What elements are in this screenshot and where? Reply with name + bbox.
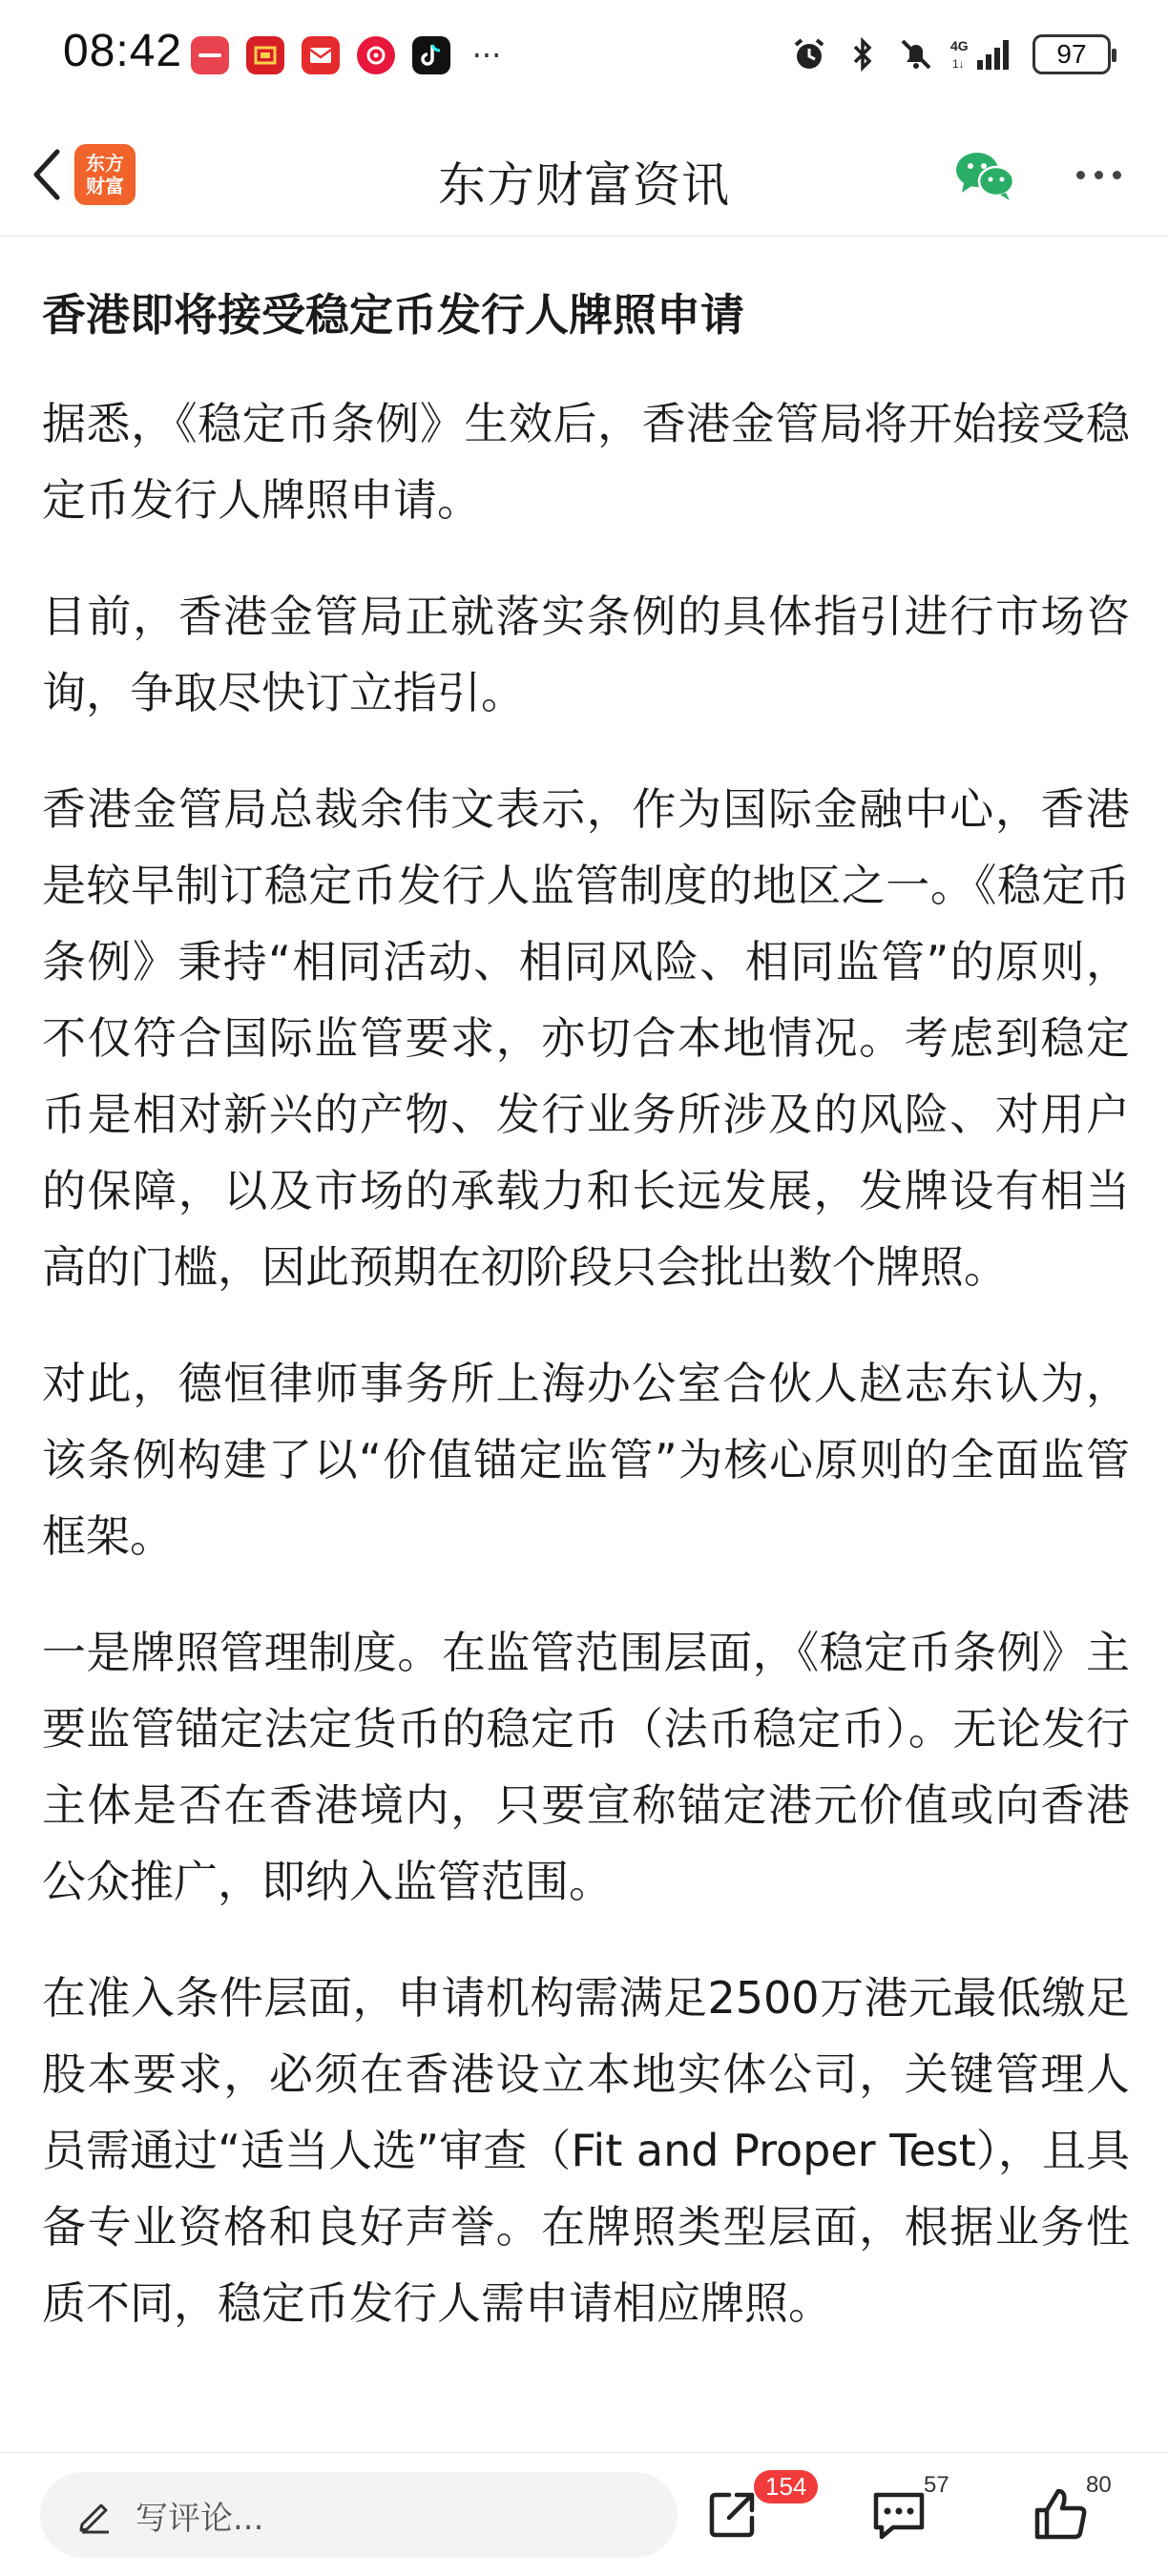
share-count-badge: 154	[754, 2470, 818, 2503]
article-content	[42, 237, 1130, 2452]
huawei-app-icon	[191, 36, 229, 74]
page-title: 东方财富资讯	[438, 157, 730, 213]
share-icon	[704, 2485, 761, 2543]
mail-notification-icon	[302, 36, 340, 74]
system-icons	[790, 34, 1111, 74]
article-paragraph: 据悉，《稳定币条例》生效后，香港金管局将开始接受稳定币发行人牌照申请。	[42, 398, 1130, 526]
bottom-action-bar	[0, 2452, 1168, 2576]
wechat-share-button[interactable]	[954, 149, 1015, 202]
nav-bar	[0, 113, 1168, 237]
article-paragraph: 在准入条件层面，申请机构需满足2500万港元最低缴足股本要求，必须在香港设立本地实体公司，关键管理人员需通过“适当人选”审查（Fit and Proper Test），且具备专业资格和良好声誉。在牌照类型层面，根据业务性质不同，稳定币发行人需申请相应牌照。	[42, 1972, 1130, 2329]
article-paragraph: 香港金管局总裁余伟文表示，作为国际金融中心，香港是较早制订稳定币发行人监管制度的地区之一。《稳定币条例》秉持“相同活动、相同风险、相同监管”的原则，不仅符合国际监管要求，亦切合本地情况。考虑到稳定币是相对新兴的产物、发行业务所涉及的风险、对用户的保障，以及市场的承载力和长远发展，发牌设有相当高的门槛，因此预期在初阶段只会批出数个牌照。	[42, 783, 1130, 1293]
pen-icon	[74, 2494, 116, 2536]
more-dot-icon	[1095, 171, 1103, 179]
more-options-button[interactable]	[1065, 151, 1132, 198]
status-time: 08:42	[63, 26, 183, 76]
netease-music-icon	[357, 36, 395, 74]
more-dot-icon	[1113, 171, 1121, 179]
article-title: 香港即将接受稳定币发行人牌照申请	[42, 289, 744, 341]
status-bar	[0, 0, 1168, 113]
article-paragraph: 对此，德恒律师事务所上海办公室合伙人赵志东认为，该条例构建了以“价值锚定监管”为核心原则的全面监管框架。	[42, 1358, 1130, 1562]
thumbs-up-icon	[1032, 2485, 1091, 2543]
mute-icon	[897, 34, 935, 74]
wechat-icon	[954, 149, 1015, 202]
signal-icon	[950, 34, 1017, 74]
alarm-icon	[790, 34, 828, 74]
comment-bubble-icon	[868, 2485, 929, 2543]
bluetooth-icon	[844, 34, 882, 74]
comment-count: 57	[924, 2472, 949, 2498]
more-notifications-icon: ···	[471, 37, 502, 73]
article-paragraph: 目前，香港金管局正就落实条例的具体指引进行市场咨询，争取尽快订立指引。	[42, 591, 1130, 718]
more-dot-icon	[1076, 171, 1085, 179]
comment-input[interactable]	[40, 2472, 678, 2558]
notification-icons	[191, 36, 506, 74]
app-notification-icon	[246, 36, 284, 74]
tiktok-icon	[412, 36, 450, 74]
app-logo: 东方财富	[74, 144, 136, 205]
article-paragraph: 一是牌照管理制度。在监管范围层面，《稳定币条例》主要监管锚定法定货币的稳定币（法币稳定币）。无论发行主体是否在香港境内，只要宣称锚定港元价值或向香港公众推广，即纳入监管范围。	[42, 1627, 1130, 1907]
svg-text:1↓: 1↓	[952, 57, 965, 71]
comment-placeholder: 写评论...	[136, 2499, 264, 2538]
svg-text:4G: 4G	[950, 38, 969, 53]
like-count: 80	[1086, 2472, 1112, 2498]
battery-indicator: 97	[1032, 34, 1111, 74]
